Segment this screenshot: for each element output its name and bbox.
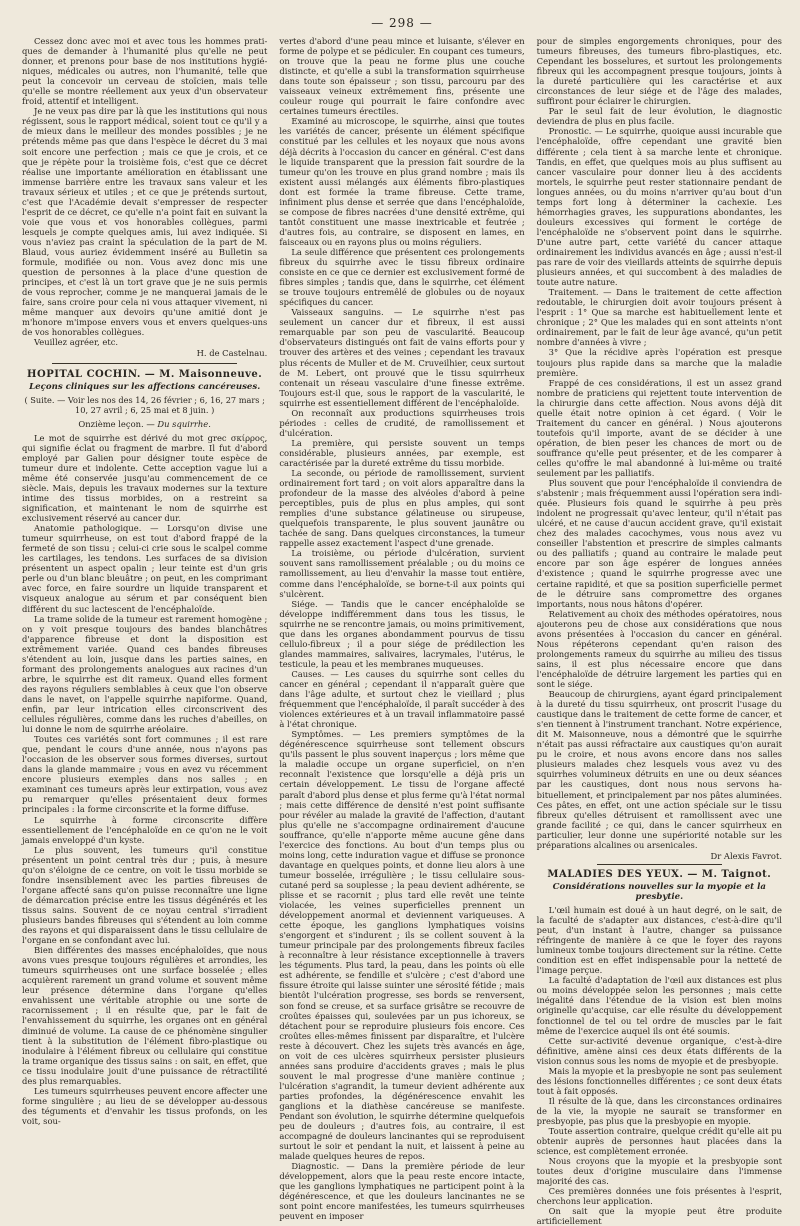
paragraph: Il résulte de là que, dans les circonstances ordinaires de la vie, la myopie ne saurait se transformer en presbyopie, pas plus que la presbyopie en myopie. xyxy=(536,1095,782,1126)
signature: Dr Alexis Favrot. xyxy=(710,850,782,861)
section-title: MALADIES DES YEUX. — M. Taignot. xyxy=(547,868,772,880)
section-divider xyxy=(597,864,722,865)
lecture-title: — Du squirrhe. xyxy=(146,418,211,429)
paragraph: Frappé de ces considérations, il est un assez grand nombre de praticiens qui rejettent toute intervention de la chirurgie dans cette affection. Nous avons déjà dit quelle était notre opinion à cet égard. ( Voir le Traitement du cancer en général. ) Nous ajouterons toutefois qu'il importe, avant de se décider à une opération, de bien peser les chances de mort ou de souffrance qu'elle peut présenter, et de les comparer à celles qu'offre le mal abandonné à lui-même ou traité seulement par les palliatifs. xyxy=(536,377,782,479)
paragraph: La première, qui persiste souvent un temps considérable, plusieurs années, par exemple, est caractérisée par la dureté extrême du tissu morbide. xyxy=(279,437,525,468)
paragraph: Pronostic. — Le squirrhe, quoique aussi incurable que l'encéphaloïde, offre cependant une gravité bien différente ; cela tient à sa marche lente et chronique. Tandis, en effet, que quelques mois au plus suffisent au cancer vasculaire pour donner lieu à des accidents mortels, le squirrhe peut rester stationnaire pendant de longues années, ou du moins n'arriver qu'au bout d'un temps fort long à déterminer la cachexie. Les hémorrhagies graves, les suppurations abondantes, les douleurs excessives qui forment le cortége de l'encéphaloïde ne s'observent point dans le squirrhe. D'une autre part, cette variété du cancer attaque ordinairement les individus avancés en âge ; aussi n'est-il pas rare de voir des vieillards atteints de squirrhe depuis plusieurs années, et qui succombent à des maladies de toute autre nature. xyxy=(536,126,782,288)
paragraph: Relativement au choix des méthodes opératoires, nous ajouterons peu de chose aux considérations que nous avons présentées à l'occasion du cancer en général. Nous répéterons cependant qu'en raison des prolongements rameux du squirrhe au milieu des tissus sains, il est plus nécessaire encore que dans l'encéphaloïde de détruire largement les parties qui en sont le siége. xyxy=(536,608,782,689)
paragraph: 3° Que la récidive après l'opération est presque toujours plus rapide dans sa marche que la maladie première. xyxy=(536,347,782,378)
paragraph: L'œil humain est doué à un haut degré, on le sait, de la faculté de s'adapter aux distances, c'est-à-dire qu'il peut, d'un instant à l'autre, changer sa puissance réfringente de manière à ce que le foyer des rayons lumineux tombe toujours directement sur la rétine. Cette condition est en effet indispensable pour la netteté de l'image perçue. xyxy=(536,904,782,976)
column-3 xyxy=(537,36,782,1226)
paragraph: On reconnaît aux productions squirrheuses trois périodes : celles de crudité, de ramollissement et d'ulcération. xyxy=(279,407,525,438)
paragraph: Cessez donc avec moi et avec tous les hommes pratiques de demander à l'humanité plus qu'elle ne peut donner, et prenons pour base de nos institutions hygiéniques, médicales ou autres, non l'humanité, telle que peut la concevoir un cerveau de stoïcien, mais telle qu'elle se montre réellement aux yeux d'un observateur froid, attentif et intelligent. xyxy=(22,36,268,107)
paragraph: La seconde, ou période de ramollissement, survient ordinairement fort tard ; on voit alors apparaître dans la profondeur de la masse des alvéoles d'abord à peine perceptibles, puis de plus en plus amples, qui sont remplies d'une substance gélatineuse ou sirupeuse, quelquefois transparente, le plus souvent jaunâtre ou tachée de sang. Dans quelques circonstances, la tumeur rappelle assez exactement l'aspect d'une grenade. xyxy=(279,468,525,549)
paragraph: Vaisseaux sanguins. — Le squirrhe n'est pas seulement un cancer dur et fibreux, il est aussi remarquable par son peu de vascularité. Beaucoup d'observateurs distingués ont fait de vains efforts pour y trouver des artères et des veines ; cependant les travaux plus récents de Muller et de M. Cruveilhier, ceux surtout de M. Lebert, ont prouvé que le tissu squirrheux contenait un réseau vasculaire d'une finesse extrême. Toujours est-il que, sous le rapport de la vascularité, le squirrhe est essentiellement différent de l'encéphaloïde. xyxy=(279,307,525,408)
paragraph: Plus souvent que pour l'encéphaloïde il conviendra de s'abstenir ; mais fréquemment aussi l'opération sera indiquée. Plusieurs fois quand le squirrhe à peu près indolent ne progressait qu'avec lenteur, qu'il n'était pas ulcéré, et ne cause d'aucun accident grave, qu'il existait chez des malades cacochymes, vous nous avez vu conseiller l'abstention et prescrire de simples calmants ou des palliatifs ; quand au contraire le malade peut encore par son âge espérer de longues années d'existence ; quand le squirrhe progresse avec une certaine rapidité, et que sa position superficielle permet de le détruire sans compromettre des organes importants, nous nous hâtons d'opérer. xyxy=(536,478,782,609)
paragraph: Toute assertion contraire, quelque crédit qu'elle ait pu obtenir auprès de personnes haut placées dans la science, est complètement erronée. xyxy=(536,1126,782,1157)
section-subtitle: Considérations nouvelles sur la myopie et la presbytie. xyxy=(552,881,766,902)
column-1 xyxy=(22,36,267,1226)
paragraph: Causes. — Les causes du squirrhe sont celles du cancer en général ; cependant il n'apparaît guère que dans l'âge adulte, et surtout chez le vieillard ; plus fréquemment que l'encéphaloïde, il paraît succéder à des violences extérieures et à un travail inflammatoire passé à l'état chronique. xyxy=(279,668,525,730)
paragraph: Siége. — Tandis que le cancer encéphaloïde se développe indifféremment dans tous les tissus, le squirrhe ne se rencontre jamais, ou moins primitivement, que dans les organes abondamment pourvus de tissu cellulo-fibreux ; il a pour siége de prédilection les glandes mammaires, salivaires, lacrymales, l'utérus, le testicule, la peau et les membranes muqueuses. xyxy=(279,598,525,669)
column-2 xyxy=(279,36,524,1226)
paragraph: Nous croyons que la myopie et la presbyopie sont toutes deux d'origine musculaire dans l'immense majorité des cas. xyxy=(536,1156,782,1187)
paragraph: Symptômes. — Les premiers symptômes de la dégénérescence squirrheuse sont tellement obscurs qu'ils passent le plus souvent inaperçus ; lors même que la maladie occupe un organe superficiel, on n'en reconnaît l'existence que lorsqu'elle a déjà pris un certain développement. Le tissu de l'organe affecté paraît d'abord plus dense et plus ferme qu'à l'état normal ; mais cette différence de densité n'est point suffisante pour révéler au malade la gravité de l'affection, d'autant plus qu'elle ne s'accompagne ordinairement d'aucune souffrance, qu'elle n'apporte même aucune gêne dans l'exercice des fonctions. Au bout d'un temps plus ou moins long, cette induration vague et diffuse se prononce davantage en quelques points, et donne lieu alors à une tumeur bosselée, irrégulière ; le tissu cellulaire sous-cutané perd sa souplesse ; la peau devient adhérente, se plisse et se racornit ; plus tard elle revêt une teinte violacée, les veines superficielles prennent un développement anormal et deviennent variqueuses. A cette époque, les ganglions lymphatiques voisins s'engorgent et s'indurent ; ils se collent souvent à la tumeur principale par des prolongements fibreux faciles à reconnaître à leur résistance exceptionnelle à travers les téguments. Plus tard, la peau, dans les points où elle est adhérente, se fendille et s'ulcère ; c'est d'abord une fissure étroite qui laisse suinter une sérosité fétide ; mais bientôt l'ulcération progresse, ses bords se renversent, son fond se creuse, et sa surface grisâtre se recouvre de croûtes épaisses qui, soulevées par un pus ichoreux, se détachent pour se reproduire plusieurs fois encore. Ces croûtes elles-mêmes finissent par disparaître, et l'ulcère reste à découvert. Chez les sujets très avancés en âge, on voit de ces ulcères squirrheux persister plusieurs années sans produire d'accidents graves ; mais le plus souvent le mal progresse d'une manière continue ; l'ulcération s'agrandit, la tumeur devient adhérente aux parties profondes, la dégénérescence envahit les ganglions et la diathèse cancéreuse se manifeste. Pendant son évolution, le squirrhe détermine quelquefois peu de douleurs ; d'autres fois, au contraire, il est accompagné de douleurs lancinantes qui se reproduisent surtout le soir et pendant la nuit, et laissent à peine au malade quelques heures de repos. xyxy=(279,729,525,1162)
paragraph: Je ne veux pas dire par là que les institutions qui nous régissent, sous le rapport médical, soient tout ce qu'il y a de mieux dans le meilleur des mondes possibles ; je ne prétends même pas que dans l'espèce le décret du 3 mai soit encore une perfection ; mais ce que je crois, et ce que je répète pour la troisième fois, c'est que ce décret réalise une importante amélioration en établissant une immense barrière entre les travaux sans valeur et les travaux sérieux et utiles ; et ce que je prétends surtout, c'est que l'Académie devait s'empresser de respecter l'esprit de ce décret, ce qu'elle n'a point fait en suivant la voie que vous et vos honorables collègues, parmi lesquels je compte quelques amis, lui avez indiquée. Si vous n'aviez pas craint la spéculation de la part de M. Blaud, vous auriez évidemment inséré au Bulletin sa formule, modifiée ou non. Vous avez donc mis une question de personnes à la place d'une question de principes, et c'est là un tort grave que je ne suis permis de vous reprocher, comme je ne manquerai jamais de le faire, sans croire pour cela ni vous attaquer vivement, ni même manquer aux devoirs qu'une amitié dont je m'honore m'impose envers vous et envers quelques-uns de vos honorables collègues. xyxy=(22,106,268,338)
paragraph: Examiné au microscope, le squirrhe, ainsi que toutes les variétés de cancer, présente un élément spécifique constitué par les cellules et les noyaux que nous avons déjà décrits à l'occasion du cancer en général. C'est dans le liquide transparent que la pression fait sourdre de la tumeur qu'on les trouve en plus grand nombre ; mais ils existent aussi mélangés aux éléments fibro-plastiques dont est formée la trame fibreuse. Cette trame, infiniment plus dense et serrée que dans l'encéphaloïde, se compose de fibres nacrées d'une densité extrême, qui tantôt constituent une masse inextricable et feutrée ; d'autres fois, au contraire, se disposent en lames, en faisceaux ou en rayons plus ou moins réguliers. xyxy=(279,116,525,247)
lecture-number: Onzième leçon. xyxy=(78,418,144,429)
paragraph: Le mot de squirrhe est dérivé du mot grec σκίρρος, qui signifie éclat ou fragment de marbre. Il fut d'abord employé par Galien pour désigner toute espèce de tumeur dure et indolente. Cette acception vague lui a même été conservée jusqu'au commencement de ce siècle. Mais, depuis les travaux modernes sur la texture intime des tissus morbides, on a restreint sa signification, et maintenant le nom de squirrhe est exclusivement réservé au cancer dur. xyxy=(22,432,268,524)
paragraph: Par le seul fait de leur évolution, le diagnostic deviendra de plus en plus facile. xyxy=(536,106,782,127)
paragraph: Toutes ces variétés sont fort communes ; il est rare que, pendant le cours d'une année, nous n'ayons pas l'occasion de les observer sous formes diverses, surtout dans la glande mammaire ; vous en avez vu récemment encore plusieurs exemples dans nos salles ; en examinant ces tumeurs après leur extirpation, vous avez pu remarquer qu'elles présentaient deux formes principales : la forme circonscrite et la forme diffuse. xyxy=(22,734,268,815)
paragraph: Bien différentes des masses encéphaloïdes, que nous avons vues presque toujours régulières et arrondies, les tumeurs squirrheuses ont une surface bosselée ; elles acquièrent rarement un grand volume et souvent même leur présence détermine dans l'organe qu'elles envahissent une véritable atrophie ou une sorte de racornissement ; il en résulte que, par le fait de l'envahissement du squirrhe, les organes ont en général diminué de volume. La cause de ce phénomène singulier tient à la substitution de l'élément fibro-plastique ou inodulaire à l'élément fibreux ou cellulaire qui constitue la trame organique des tissus sains : on sait, en effet, que ce tissu inodulaire jouit d'une puissance de rétractilité des plus remarquables. xyxy=(22,945,268,1086)
paragraph: vertes d'abord d'une peau mince et luisante, s'élever en forme de polype et se pédiculer. En coupant ces tumeurs, on trouve que la peau ne forme plus une couche distincte, et qu'elle a subi la transformation squirrheuse dans toute son épaisseur ; son tissu, parcouru par des vaisseaux veineux extrêmement fins, présente une couleur rouge qui pourrait le faire confondre avec certaines tumeurs érectiles. xyxy=(279,36,525,117)
page-number: — 298 — xyxy=(371,16,433,30)
paragraph: La faculté d'adaptation de l'œil aux distances est plus ou moins développée selon les personnes ; mais cette inégalité dans l'étendue de la vision est bien moins originelle qu'acquise, car elle résulte du développement fonctionnel de tel ou tel ordre de muscles par le fait même de l'exercice auquel ils ont été soumis. xyxy=(536,975,782,1036)
paragraph: La seule différence que présentent ces prolongements fibreux du squirrhe avec le tissu fibreux ordinaire consiste en ce que ce dernier est exclusivement formé de fibres simples ; tandis que, dans le squirrhe, cet élément se trouve toujours entremêlé de globules ou de noyaux spécifiques du cancer. xyxy=(279,246,525,308)
paragraph: Traitement. — Dans le traitement de cette affection redoutable, le chirurgien doit avoir toujours présent à l'esprit : 1° Que sa marche est habituellement lente et chronique ; 2° Que les malades qui en sont atteints n'ont ordinairement, par le fait de leur âge avancé, qu'un petit nombre d'années à vivre ; xyxy=(536,287,782,348)
section-subtitle: Leçons cliniques sur les affections cancéreuses. xyxy=(29,381,261,392)
section-title: HOPITAL COCHIN. — M. Maisonneuve. xyxy=(27,368,263,380)
paragraph: Mais la myopie et la presbyopie ne sont pas seulement des lésions fonctionnelles différentes ; ce sont deux états tout à fait opposés. xyxy=(536,1065,782,1096)
paragraph: On sait que la myopie peut être produite artificiellement xyxy=(536,1206,782,1226)
paragraph: La trame solide de la tumeur est rarement homogène ; on y voit presque toujours des bandes blanchâtres d'apparence fibreuse et dont la disposition est extrêmement variée. Quand ces bandes fibreuses s'étendent au loin, jusque dans les parties saines, en formant des prolongements analogues aux racines d'un arbre, le squirrhe est dit rameux. Quand elles forment des rayons réguliers semblables à ceux que l'on observe dans le navet, on l'appelle squirrhe napiforme. Quand, enfin, par leur intrication elles circonscrivent des cellules régulières, comme dans les ruches d'abeilles, on lui donne le nom de squirrhe aréolaire. xyxy=(22,613,268,735)
section-divider xyxy=(52,363,237,364)
text-columns xyxy=(22,36,782,1226)
paragraph: La troisième, ou période d'ulcération, survient souvent sans ramollissement préalable ; ou du moins ce ramollissement, au lieu d'envahir la masse tout entière, comme dans l'encéphaloïde, se borne-t-il aux points qui s'ulcèrent. xyxy=(279,548,525,599)
lecture-heading xyxy=(22,419,267,429)
paragraph: Cette sur-activité devenue organique, c'est-à-dire définitive, amène ainsi ces deux états différents de la vision connus sous les noms de myopie et de presbyopie. xyxy=(536,1035,782,1066)
paragraph: Anatomie pathologique. — Lorsqu'on divise une tumeur squirrheuse, on est tout d'abord frappé de la fermeté de son tissu ; celui-ci crie sous le scalpel comme les cartilages, les tendons. Les surfaces de sa division présentent un aspect opalin ; leur teinte est d'un gris perle ou d'un blanc bleuâtre ; on peut, en les comprimant avec force, en faire sourdre un liquide transparent et visqueux analogue au sérum et par conséquent bien différent du suc lactescent de l'encéphaloïde. xyxy=(22,523,268,614)
section-reference: ( Suite. — Voir les nos des 14, 26 février ; 6, 16, 27 mars ; 10, 27 avril ; 6, 25 mai et 8 juin. ) xyxy=(24,394,265,415)
paragraph: Veuillez agréer, etc. xyxy=(34,337,119,348)
paragraph: Diagnostic. — Dans la première période de leur développement, alors que la peau reste encore intacte, que les ganglions lymphatiques ne participent point à la dégénérescence, et que les douleurs lancinantes ne se sont point encore manifestées, les tumeurs squirrheuses peuvent en imposer xyxy=(279,1161,525,1222)
paragraph: Le plus souvent, les tumeurs qu'il constitue présentent un point central très dur ; puis, à mesure qu'on s'éloigne de ce centre, on voit le tissu morbide se fondre insensiblement avec les parties fibreuses de l'organe affecté sans qu'on puisse reconnaître une ligne de démarcation précise entre les tissus dégénérés et les tissus sains. Souvent de ce noyau central s'irradient plusieurs bandes fibreuses qui s'étendent au loin comme des rayons et qui disparaissent dans le tissu cellulaire de l'organe en se confondant avec lui. xyxy=(22,844,268,946)
paragraph: Les tumeurs squirrheuses peuvent encore affecter une forme singulière ; au lieu de se développer au-dessous des téguments et d'envahir les tissus profonds, on les voit, sou- xyxy=(22,1085,268,1126)
signature: H. de Castelnau. xyxy=(196,348,268,359)
paragraph: Beaucoup de chirurgiens, ayant égard principalement à la dureté du tissu squirrheux, ont proscrit l'usage du caustique dans le traitement de cette forme de cancer, et s'en tiennent à l'instrument tranchant. Notre expérience, dit M. Maisonneuve, nous a démontré que le squirrhe n'était pas aussi réfractaire aux caustiques qu'on aurait pu le croire, et nous avons encore dans nos salles plusieurs malades chez lesquels vous avez vu des squirrhes volumineux détruits en une ou deux séances par les caustiques, dont nous nous servons habituellement, et principalement par nos pâtes aluminées. Ces pâtes, en effet, ont une action spéciale sur le tissu fibreux qu'elles détruisent et ramollissent avec une grande facilité ; ce qui, dans le cancer squirrheux en particulier, leur donne une supériorité notable sur les préparations alcalines ou arsenicales. xyxy=(536,689,782,850)
paragraph: Le squirrhe à forme circonscrite diffère essentiellement de l'encéphaloïde en ce qu'on ne le voit jamais enveloppé d'un kyste. xyxy=(22,814,268,845)
paragraph: pour de simples engorgements chroniques, pour des tumeurs fibreuses, des tumeurs fibro-plastiques, etc. Cependant les bosselures, et surtout les prolongements fibreux qui les accompagnent presque toujours, joints à la dureté particulière qui les caractérise et aux circonstances de leur siége et de l'âge des malades, suffiront pour éclairer le chirurgien. xyxy=(536,36,782,107)
paragraph: Ces premières données une fois présentes à l'esprit, cherchons leur application. xyxy=(536,1186,782,1207)
